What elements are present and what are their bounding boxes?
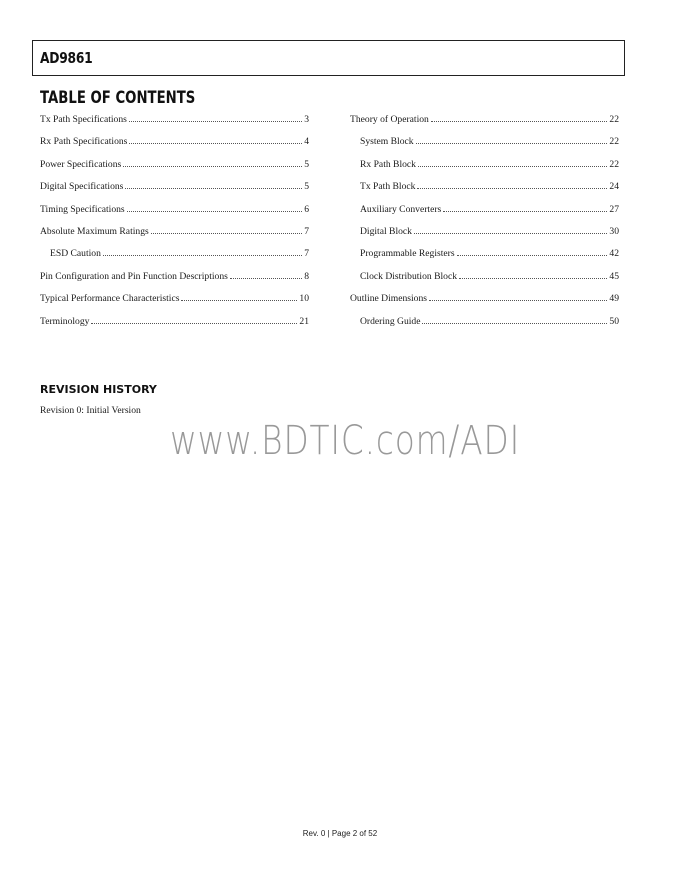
page-footer: Rev. 0 | Page 2 of 52 <box>302 829 378 838</box>
toc-entry-page: 8 <box>304 270 309 282</box>
toc-dot-leader <box>418 158 607 167</box>
part-number: AD9861 <box>40 49 93 67</box>
toc-entry-title: Absolute Maximum Ratings <box>40 225 149 237</box>
toc-entry-page: 24 <box>609 181 619 193</box>
toc-entry-page: 22 <box>609 158 619 170</box>
toc-entry-title: Digital Specifications <box>40 181 124 193</box>
toc-entry-page: 7 <box>304 248 309 260</box>
toc-column-right <box>350 113 619 337</box>
toc-entry-title: System Block <box>360 136 414 148</box>
toc-entry-page: 6 <box>304 203 309 215</box>
toc-column-left <box>40 113 309 337</box>
toc-entry-title: Timing Specifications <box>40 203 125 215</box>
toc-dot-leader <box>103 247 302 256</box>
toc-entry-title: Rx Path Block <box>360 158 416 170</box>
toc-dot-leader <box>414 225 607 234</box>
toc-dot-leader <box>422 315 607 324</box>
toc-entry-page: 5 <box>304 158 309 170</box>
toc-entry-title: Ordering Guide <box>360 315 421 327</box>
toc-dot-leader <box>230 270 302 279</box>
toc-entry-page: 22 <box>609 136 619 148</box>
toc-dot-leader <box>459 270 607 279</box>
toc-entry[interactable] <box>40 225 309 247</box>
toc-entry-page: 21 <box>299 315 309 327</box>
toc-entry-page: 50 <box>609 315 619 327</box>
revision-history-entry: Revision 0: Initial Version <box>40 405 141 416</box>
toc-entry-title: Outline Dimensions <box>350 293 428 305</box>
toc-entry-title: Tx Path Block <box>360 181 416 193</box>
toc-entry[interactable] <box>350 113 619 135</box>
toc-entry[interactable] <box>350 270 619 292</box>
toc-dot-leader <box>129 113 302 122</box>
toc-dot-leader <box>127 203 303 212</box>
toc-entry[interactable] <box>40 247 309 269</box>
toc-dot-leader <box>443 203 607 212</box>
toc-heading: TABLE OF CONTENTS <box>40 88 196 108</box>
toc-dot-leader <box>129 135 302 144</box>
toc-dot-leader <box>429 292 607 301</box>
toc-entry[interactable] <box>350 315 619 337</box>
toc-entry[interactable] <box>350 225 619 247</box>
toc-entry[interactable] <box>40 180 309 202</box>
toc-entry-title: Terminology <box>40 315 90 327</box>
toc-entry-page: 5 <box>304 181 309 193</box>
toc-dot-leader <box>417 180 607 189</box>
toc-dot-leader <box>151 225 302 234</box>
toc-dot-leader <box>123 158 302 167</box>
toc-entry[interactable] <box>350 247 619 269</box>
toc-entry[interactable] <box>40 292 309 314</box>
toc-dot-leader <box>457 247 608 256</box>
toc-entry-page: 49 <box>609 293 619 305</box>
toc-entry[interactable] <box>350 292 619 314</box>
toc-entry[interactable] <box>40 203 309 225</box>
toc-entry[interactable] <box>40 135 309 157</box>
toc-entry-title: Digital Block <box>360 225 412 237</box>
toc-entry-page: 7 <box>304 225 309 237</box>
toc-entry-page: 27 <box>609 203 619 215</box>
toc-entry[interactable] <box>40 270 309 292</box>
watermark-url: www.BDTIC.com/ADI <box>170 418 521 464</box>
toc-dot-leader <box>416 135 608 144</box>
toc-entry-page: 30 <box>609 225 619 237</box>
toc-entry[interactable] <box>350 203 619 225</box>
toc-dot-leader <box>91 315 297 324</box>
toc-dot-leader <box>125 180 302 189</box>
toc-entry-title: Theory of Operation <box>350 114 429 125</box>
revision-history-heading: REVISION HISTORY <box>40 383 157 396</box>
toc-entry-page: 10 <box>299 293 309 305</box>
toc-dot-leader <box>181 292 297 301</box>
toc-entry-title: Typical Performance Characteristics <box>40 293 180 305</box>
toc-entry-title: Power Specifications <box>40 158 122 170</box>
toc-entry-title: Pin Configuration and Pin Function Descriptions <box>40 270 228 282</box>
toc-entry-title: ESD Caution <box>50 248 101 260</box>
toc-dot-leader <box>431 113 608 122</box>
toc-entry-page: 4 <box>304 136 309 148</box>
toc-entry-page: 45 <box>609 270 619 282</box>
toc-entry[interactable] <box>40 113 309 135</box>
toc-entry-page: 42 <box>609 248 619 260</box>
toc-entry[interactable] <box>350 135 619 157</box>
toc-entry-title: Tx Path Specifications <box>40 114 127 125</box>
toc-entry[interactable] <box>350 180 619 202</box>
toc-entry-page: 22 <box>609 114 619 125</box>
header-box <box>32 40 625 76</box>
toc-entry[interactable] <box>40 158 309 180</box>
toc-entry-title: Clock Distribution Block <box>360 270 458 282</box>
toc-entry-title: Auxiliary Converters <box>360 203 442 215</box>
toc-entry[interactable] <box>40 315 309 337</box>
toc-entry[interactable] <box>350 158 619 180</box>
toc-entry-title: Rx Path Specifications <box>40 136 128 148</box>
toc-entry-page: 3 <box>304 114 309 125</box>
toc-entry-title: Programmable Registers <box>360 248 455 260</box>
